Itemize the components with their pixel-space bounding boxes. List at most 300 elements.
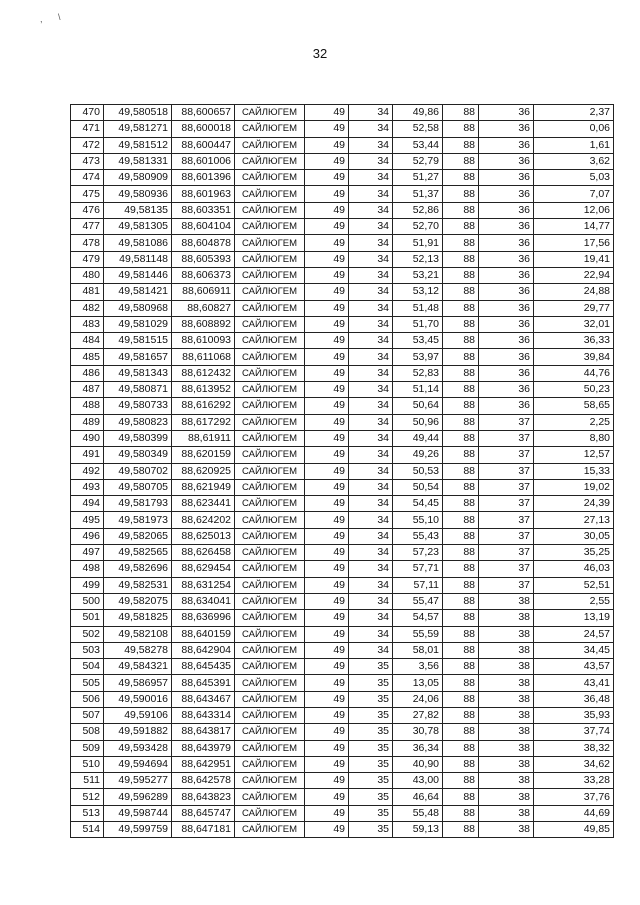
table-row xyxy=(71,593,614,609)
table-row xyxy=(71,333,614,349)
latitude-decimal: 49,581793 xyxy=(104,496,172,512)
table-row xyxy=(71,724,614,740)
longitude-seconds: 32,01 xyxy=(534,316,614,332)
point-number: 499 xyxy=(71,577,104,593)
longitude-degrees: 88 xyxy=(443,382,479,398)
table-row xyxy=(71,267,614,283)
longitude-seconds: 24,39 xyxy=(534,496,614,512)
longitude-seconds: 7,07 xyxy=(534,186,614,202)
longitude-decimal: 88,645747 xyxy=(172,805,235,821)
longitude-degrees: 88 xyxy=(443,740,479,756)
latitude-degrees: 49 xyxy=(305,756,349,772)
latitude-degrees: 49 xyxy=(305,235,349,251)
latitude-minutes: 34 xyxy=(349,186,393,202)
longitude-seconds: 36,48 xyxy=(534,691,614,707)
longitude-degrees: 88 xyxy=(443,398,479,414)
table-row xyxy=(71,382,614,398)
latitude-decimal: 49,580705 xyxy=(104,479,172,495)
longitude-degrees: 88 xyxy=(443,170,479,186)
longitude-degrees: 88 xyxy=(443,121,479,137)
latitude-decimal: 49,581973 xyxy=(104,512,172,528)
point-number: 495 xyxy=(71,512,104,528)
latitude-minutes: 35 xyxy=(349,707,393,723)
latitude-decimal: 49,582108 xyxy=(104,626,172,642)
latitude-decimal: 49,584321 xyxy=(104,659,172,675)
table-row xyxy=(71,137,614,153)
latitude-degrees: 49 xyxy=(305,691,349,707)
latitude-minutes: 34 xyxy=(349,528,393,544)
longitude-decimal: 88,612432 xyxy=(172,365,235,381)
longitude-decimal: 88,643979 xyxy=(172,740,235,756)
longitude-decimal: 88,608892 xyxy=(172,316,235,332)
latitude-decimal: 49,580936 xyxy=(104,186,172,202)
locality-name: САЙЛЮГЕМ xyxy=(235,284,305,300)
longitude-degrees: 88 xyxy=(443,219,479,235)
longitude-decimal: 88,643817 xyxy=(172,724,235,740)
longitude-minutes: 37 xyxy=(479,545,534,561)
longitude-decimal: 88,600018 xyxy=(172,121,235,137)
latitude-minutes: 35 xyxy=(349,675,393,691)
longitude-degrees: 88 xyxy=(443,365,479,381)
longitude-decimal: 88,604878 xyxy=(172,235,235,251)
table-row xyxy=(71,773,614,789)
longitude-degrees: 88 xyxy=(443,105,479,121)
latitude-decimal: 49,591882 xyxy=(104,724,172,740)
locality-name: САЙЛЮГЕМ xyxy=(235,186,305,202)
locality-name: САЙЛЮГЕМ xyxy=(235,430,305,446)
longitude-seconds: 36,33 xyxy=(534,333,614,349)
longitude-degrees: 88 xyxy=(443,186,479,202)
latitude-minutes: 34 xyxy=(349,170,393,186)
latitude-degrees: 49 xyxy=(305,414,349,430)
longitude-seconds: 15,33 xyxy=(534,463,614,479)
latitude-degrees: 49 xyxy=(305,137,349,153)
latitude-minutes: 34 xyxy=(349,202,393,218)
longitude-seconds: 38,32 xyxy=(534,740,614,756)
table-row xyxy=(71,740,614,756)
locality-name: САЙЛЮГЕМ xyxy=(235,153,305,169)
latitude-minutes: 35 xyxy=(349,822,393,838)
longitude-decimal: 88,600447 xyxy=(172,137,235,153)
latitude-seconds: 52,86 xyxy=(393,202,443,218)
latitude-seconds: 55,43 xyxy=(393,528,443,544)
table-row xyxy=(71,251,614,267)
latitude-decimal: 49,580399 xyxy=(104,430,172,446)
longitude-minutes: 36 xyxy=(479,219,534,235)
longitude-decimal: 88,636996 xyxy=(172,610,235,626)
latitude-decimal: 49,581271 xyxy=(104,121,172,137)
locality-name: САЙЛЮГЕМ xyxy=(235,789,305,805)
longitude-seconds: 33,28 xyxy=(534,773,614,789)
latitude-seconds: 55,47 xyxy=(393,593,443,609)
latitude-minutes: 34 xyxy=(349,284,393,300)
longitude-degrees: 88 xyxy=(443,691,479,707)
longitude-minutes: 38 xyxy=(479,740,534,756)
latitude-degrees: 49 xyxy=(305,251,349,267)
longitude-degrees: 88 xyxy=(443,300,479,316)
longitude-decimal: 88,601963 xyxy=(172,186,235,202)
longitude-decimal: 88,60827 xyxy=(172,300,235,316)
latitude-degrees: 49 xyxy=(305,561,349,577)
longitude-degrees: 88 xyxy=(443,235,479,251)
latitude-decimal: 49,594694 xyxy=(104,756,172,772)
locality-name: САЙЛЮГЕМ xyxy=(235,349,305,365)
longitude-degrees: 88 xyxy=(443,593,479,609)
latitude-degrees: 49 xyxy=(305,398,349,414)
locality-name: САЙЛЮГЕМ xyxy=(235,512,305,528)
longitude-degrees: 88 xyxy=(443,610,479,626)
longitude-minutes: 36 xyxy=(479,105,534,121)
latitude-degrees: 49 xyxy=(305,382,349,398)
point-number: 473 xyxy=(71,153,104,169)
longitude-minutes: 38 xyxy=(479,789,534,805)
longitude-decimal: 88,643314 xyxy=(172,707,235,723)
longitude-seconds: 2,37 xyxy=(534,105,614,121)
longitude-minutes: 37 xyxy=(479,561,534,577)
locality-name: САЙЛЮГЕМ xyxy=(235,414,305,430)
longitude-minutes: 38 xyxy=(479,675,534,691)
longitude-decimal: 88,629454 xyxy=(172,561,235,577)
longitude-seconds: 24,88 xyxy=(534,284,614,300)
longitude-minutes: 37 xyxy=(479,496,534,512)
table-row xyxy=(71,430,614,446)
table-row xyxy=(71,105,614,121)
point-number: 472 xyxy=(71,137,104,153)
point-number: 492 xyxy=(71,463,104,479)
latitude-degrees: 49 xyxy=(305,675,349,691)
latitude-minutes: 35 xyxy=(349,773,393,789)
longitude-seconds: 39,84 xyxy=(534,349,614,365)
longitude-decimal: 88,604104 xyxy=(172,219,235,235)
locality-name: САЙЛЮГЕМ xyxy=(235,235,305,251)
latitude-decimal: 49,596289 xyxy=(104,789,172,805)
longitude-seconds: 35,93 xyxy=(534,707,614,723)
longitude-degrees: 88 xyxy=(443,414,479,430)
locality-name: САЙЛЮГЕМ xyxy=(235,675,305,691)
latitude-decimal: 49,581657 xyxy=(104,349,172,365)
point-number: 508 xyxy=(71,724,104,740)
longitude-degrees: 88 xyxy=(443,789,479,805)
locality-name: САЙЛЮГЕМ xyxy=(235,251,305,267)
locality-name: САЙЛЮГЕМ xyxy=(235,121,305,137)
locality-name: САЙЛЮГЕМ xyxy=(235,365,305,381)
longitude-seconds: 0,06 xyxy=(534,121,614,137)
longitude-minutes: 38 xyxy=(479,593,534,609)
latitude-minutes: 34 xyxy=(349,251,393,267)
latitude-degrees: 49 xyxy=(305,316,349,332)
locality-name: САЙЛЮГЕМ xyxy=(235,447,305,463)
latitude-degrees: 49 xyxy=(305,105,349,121)
latitude-minutes: 34 xyxy=(349,642,393,658)
latitude-minutes: 35 xyxy=(349,789,393,805)
longitude-degrees: 88 xyxy=(443,284,479,300)
latitude-minutes: 34 xyxy=(349,382,393,398)
longitude-seconds: 8,80 xyxy=(534,430,614,446)
point-number: 485 xyxy=(71,349,104,365)
longitude-degrees: 88 xyxy=(443,496,479,512)
latitude-decimal: 49,582065 xyxy=(104,528,172,544)
latitude-seconds: 53,12 xyxy=(393,284,443,300)
latitude-seconds: 53,21 xyxy=(393,267,443,283)
point-number: 509 xyxy=(71,740,104,756)
point-number: 487 xyxy=(71,382,104,398)
longitude-minutes: 36 xyxy=(479,235,534,251)
latitude-decimal: 49,58135 xyxy=(104,202,172,218)
longitude-degrees: 88 xyxy=(443,724,479,740)
longitude-degrees: 88 xyxy=(443,773,479,789)
latitude-minutes: 34 xyxy=(349,414,393,430)
longitude-minutes: 37 xyxy=(479,512,534,528)
longitude-decimal: 88,645391 xyxy=(172,675,235,691)
longitude-seconds: 14,77 xyxy=(534,219,614,235)
latitude-decimal: 49,581512 xyxy=(104,137,172,153)
locality-name: САЙЛЮГЕМ xyxy=(235,822,305,838)
longitude-degrees: 88 xyxy=(443,267,479,283)
point-number: 497 xyxy=(71,545,104,561)
latitude-degrees: 49 xyxy=(305,740,349,756)
latitude-minutes: 35 xyxy=(349,724,393,740)
latitude-seconds: 30,78 xyxy=(393,724,443,740)
latitude-degrees: 49 xyxy=(305,496,349,512)
latitude-minutes: 34 xyxy=(349,610,393,626)
longitude-decimal: 88,642951 xyxy=(172,756,235,772)
latitude-decimal: 49,581029 xyxy=(104,316,172,332)
table-row xyxy=(71,512,614,528)
latitude-minutes: 34 xyxy=(349,545,393,561)
longitude-decimal: 88,642578 xyxy=(172,773,235,789)
latitude-minutes: 34 xyxy=(349,105,393,121)
point-number: 471 xyxy=(71,121,104,137)
point-number: 486 xyxy=(71,365,104,381)
latitude-degrees: 49 xyxy=(305,822,349,838)
longitude-seconds: 43,41 xyxy=(534,675,614,691)
longitude-minutes: 38 xyxy=(479,756,534,772)
longitude-decimal: 88,601396 xyxy=(172,170,235,186)
table-row xyxy=(71,610,614,626)
longitude-degrees: 88 xyxy=(443,626,479,642)
latitude-decimal: 49,581515 xyxy=(104,333,172,349)
longitude-degrees: 88 xyxy=(443,333,479,349)
locality-name: САЙЛЮГЕМ xyxy=(235,300,305,316)
latitude-decimal: 49,595277 xyxy=(104,773,172,789)
table-row xyxy=(71,675,614,691)
point-number: 496 xyxy=(71,528,104,544)
latitude-decimal: 49,593428 xyxy=(104,740,172,756)
point-number: 482 xyxy=(71,300,104,316)
longitude-decimal: 88,611068 xyxy=(172,349,235,365)
point-number: 488 xyxy=(71,398,104,414)
latitude-minutes: 34 xyxy=(349,300,393,316)
table-row xyxy=(71,707,614,723)
latitude-seconds: 57,23 xyxy=(393,545,443,561)
latitude-seconds: 36,34 xyxy=(393,740,443,756)
longitude-seconds: 17,56 xyxy=(534,235,614,251)
point-number: 476 xyxy=(71,202,104,218)
latitude-minutes: 35 xyxy=(349,756,393,772)
point-number: 504 xyxy=(71,659,104,675)
longitude-degrees: 88 xyxy=(443,642,479,658)
latitude-seconds: 27,82 xyxy=(393,707,443,723)
table-row xyxy=(71,398,614,414)
longitude-seconds: 19,02 xyxy=(534,479,614,495)
longitude-decimal: 88,603351 xyxy=(172,202,235,218)
latitude-seconds: 59,13 xyxy=(393,822,443,838)
point-number: 512 xyxy=(71,789,104,805)
table-row xyxy=(71,284,614,300)
latitude-seconds: 49,26 xyxy=(393,447,443,463)
longitude-degrees: 88 xyxy=(443,202,479,218)
latitude-degrees: 49 xyxy=(305,447,349,463)
latitude-degrees: 49 xyxy=(305,593,349,609)
longitude-seconds: 37,74 xyxy=(534,724,614,740)
longitude-minutes: 36 xyxy=(479,186,534,202)
latitude-minutes: 34 xyxy=(349,235,393,251)
longitude-seconds: 46,03 xyxy=(534,561,614,577)
table-row xyxy=(71,822,614,838)
longitude-decimal: 88,620159 xyxy=(172,447,235,463)
table-body xyxy=(71,105,614,838)
latitude-minutes: 35 xyxy=(349,691,393,707)
point-number: 490 xyxy=(71,430,104,446)
locality-name: САЙЛЮГЕМ xyxy=(235,137,305,153)
longitude-degrees: 88 xyxy=(443,675,479,691)
longitude-seconds: 37,76 xyxy=(534,789,614,805)
table-row xyxy=(71,121,614,137)
longitude-minutes: 37 xyxy=(479,479,534,495)
latitude-degrees: 49 xyxy=(305,349,349,365)
latitude-seconds: 58,01 xyxy=(393,642,443,658)
latitude-seconds: 51,27 xyxy=(393,170,443,186)
longitude-minutes: 36 xyxy=(479,382,534,398)
latitude-minutes: 34 xyxy=(349,365,393,381)
latitude-seconds: 53,97 xyxy=(393,349,443,365)
latitude-minutes: 34 xyxy=(349,577,393,593)
locality-name: САЙЛЮГЕМ xyxy=(235,479,305,495)
longitude-minutes: 38 xyxy=(479,707,534,723)
longitude-seconds: 2,55 xyxy=(534,593,614,609)
longitude-seconds: 35,25 xyxy=(534,545,614,561)
longitude-decimal: 88,645435 xyxy=(172,659,235,675)
longitude-degrees: 88 xyxy=(443,756,479,772)
latitude-seconds: 46,64 xyxy=(393,789,443,805)
latitude-decimal: 49,580349 xyxy=(104,447,172,463)
longitude-decimal: 88,621949 xyxy=(172,479,235,495)
longitude-minutes: 36 xyxy=(479,267,534,283)
longitude-minutes: 36 xyxy=(479,333,534,349)
latitude-degrees: 49 xyxy=(305,365,349,381)
latitude-minutes: 34 xyxy=(349,349,393,365)
latitude-decimal: 49,581343 xyxy=(104,365,172,381)
latitude-minutes: 35 xyxy=(349,740,393,756)
locality-name: САЙЛЮГЕМ xyxy=(235,659,305,675)
longitude-degrees: 88 xyxy=(443,545,479,561)
latitude-seconds: 51,70 xyxy=(393,316,443,332)
latitude-decimal: 49,598744 xyxy=(104,805,172,821)
latitude-minutes: 34 xyxy=(349,316,393,332)
latitude-seconds: 51,37 xyxy=(393,186,443,202)
longitude-minutes: 38 xyxy=(479,691,534,707)
table-row xyxy=(71,365,614,381)
point-number: 498 xyxy=(71,561,104,577)
latitude-seconds: 57,71 xyxy=(393,561,443,577)
latitude-minutes: 34 xyxy=(349,447,393,463)
point-number: 494 xyxy=(71,496,104,512)
longitude-minutes: 38 xyxy=(479,642,534,658)
table-row xyxy=(71,528,614,544)
longitude-minutes: 38 xyxy=(479,610,534,626)
table-row xyxy=(71,545,614,561)
locality-name: САЙЛЮГЕМ xyxy=(235,463,305,479)
latitude-seconds: 57,11 xyxy=(393,577,443,593)
latitude-degrees: 49 xyxy=(305,707,349,723)
latitude-seconds: 51,14 xyxy=(393,382,443,398)
latitude-degrees: 49 xyxy=(305,153,349,169)
longitude-degrees: 88 xyxy=(443,805,479,821)
point-number: 475 xyxy=(71,186,104,202)
latitude-seconds: 49,44 xyxy=(393,430,443,446)
latitude-seconds: 50,64 xyxy=(393,398,443,414)
locality-name: САЙЛЮГЕМ xyxy=(235,528,305,544)
latitude-decimal: 49,581446 xyxy=(104,267,172,283)
latitude-minutes: 34 xyxy=(349,267,393,283)
longitude-decimal: 88,643823 xyxy=(172,789,235,805)
latitude-seconds: 52,70 xyxy=(393,219,443,235)
longitude-minutes: 37 xyxy=(479,414,534,430)
longitude-minutes: 37 xyxy=(479,447,534,463)
longitude-degrees: 88 xyxy=(443,447,479,463)
latitude-seconds: 50,96 xyxy=(393,414,443,430)
latitude-degrees: 49 xyxy=(305,789,349,805)
latitude-minutes: 34 xyxy=(349,626,393,642)
table-row xyxy=(71,805,614,821)
locality-name: САЙЛЮГЕМ xyxy=(235,202,305,218)
page-number: 32 xyxy=(312,46,328,61)
longitude-minutes: 36 xyxy=(479,349,534,365)
latitude-degrees: 49 xyxy=(305,528,349,544)
point-number: 491 xyxy=(71,447,104,463)
latitude-degrees: 49 xyxy=(305,642,349,658)
latitude-seconds: 24,06 xyxy=(393,691,443,707)
longitude-decimal: 88,647181 xyxy=(172,822,235,838)
latitude-decimal: 49,580871 xyxy=(104,382,172,398)
latitude-decimal: 49,590016 xyxy=(104,691,172,707)
locality-name: САЙЛЮГЕМ xyxy=(235,382,305,398)
latitude-degrees: 49 xyxy=(305,186,349,202)
longitude-seconds: 34,62 xyxy=(534,756,614,772)
longitude-degrees: 88 xyxy=(443,512,479,528)
table-row xyxy=(71,170,614,186)
longitude-decimal: 88,624202 xyxy=(172,512,235,528)
longitude-decimal: 88,642904 xyxy=(172,642,235,658)
latitude-degrees: 49 xyxy=(305,202,349,218)
latitude-seconds: 54,45 xyxy=(393,496,443,512)
point-number: 481 xyxy=(71,284,104,300)
latitude-minutes: 35 xyxy=(349,659,393,675)
locality-name: САЙЛЮГЕМ xyxy=(235,105,305,121)
longitude-decimal: 88,605393 xyxy=(172,251,235,267)
locality-name: САЙЛЮГЕМ xyxy=(235,707,305,723)
locality-name: САЙЛЮГЕМ xyxy=(235,756,305,772)
table-row xyxy=(71,316,614,332)
latitude-decimal: 49,59106 xyxy=(104,707,172,723)
latitude-degrees: 49 xyxy=(305,267,349,283)
latitude-decimal: 49,581331 xyxy=(104,153,172,169)
latitude-degrees: 49 xyxy=(305,121,349,137)
latitude-minutes: 34 xyxy=(349,561,393,577)
point-number: 477 xyxy=(71,219,104,235)
longitude-minutes: 36 xyxy=(479,284,534,300)
locality-name: САЙЛЮГЕМ xyxy=(235,267,305,283)
